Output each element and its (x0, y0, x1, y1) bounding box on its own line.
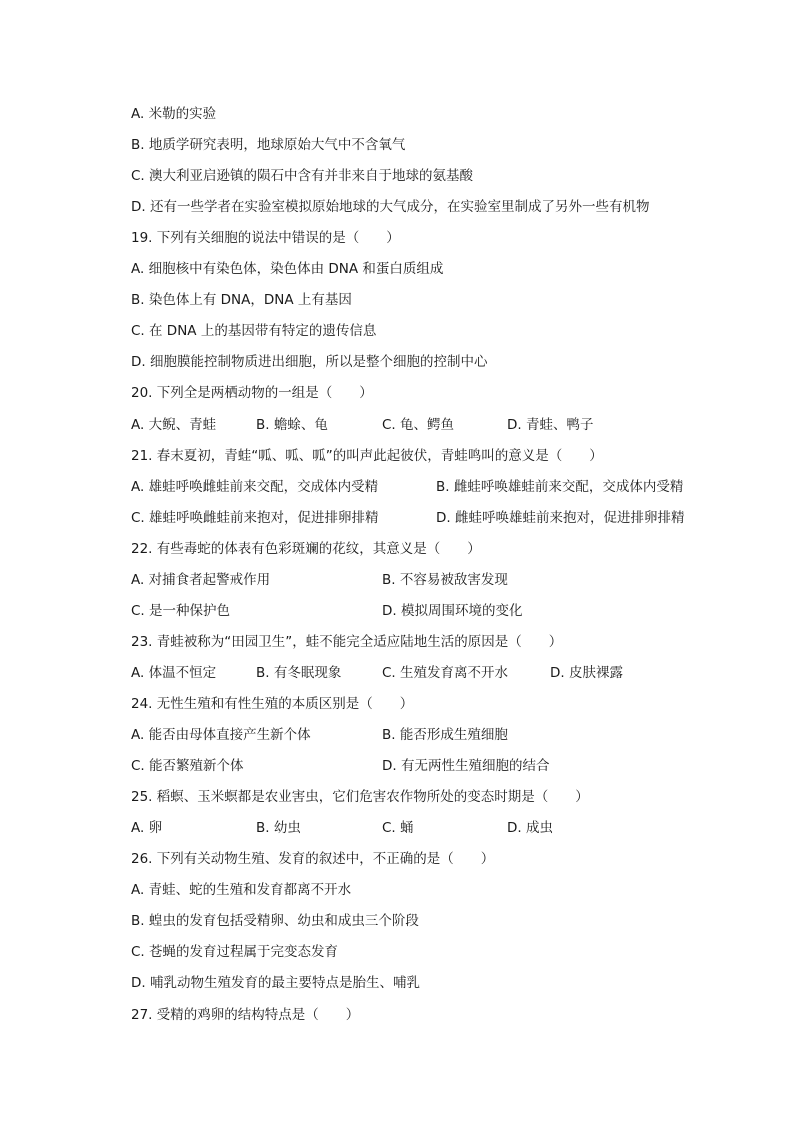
option-text: D. 成虫 (507, 820, 553, 837)
option-text: C. 蛹 (382, 820, 414, 837)
option-text: A. 细胞核中有染色体，染色体由 DNA 和蛋白质组成 (131, 261, 444, 278)
option-text: B. 能否形成生殖细胞 (382, 727, 508, 743)
option-text: D. 还有一些学者在实验室模拟原始地球的大气成分，在实验室里制成了另外一些有机物 (131, 199, 650, 216)
option-text: C. 苍蝇的发育过程属于完变态发育 (131, 944, 339, 961)
option-text: B. 不容易被敌害发现 (382, 571, 508, 588)
option-text: D. 青蛙、鸭子 (507, 416, 594, 433)
option-text: C. 生殖发育离不开水 (382, 664, 509, 681)
question-text: 26. 下列有关动物生殖、发育的叙述中，不正确的是（ ） (131, 851, 495, 868)
question-text: 25. 稻螟、玉米螟都是农业害虫，它们危害农作物所处的变态时期是（ ） (131, 789, 589, 806)
question-text: 20. 下列全是两栖动物的一组是（ ） (131, 385, 373, 402)
option-text: B. 蟾蜍、龟 (256, 416, 328, 433)
option-text: B. 蝗虫的发育包括受精卵、幼虫和成虫三个阶段 (131, 913, 419, 930)
question-text: 22. 有些毒蛇的体表有色彩斑斓的花纹，其意义是（ ） (131, 540, 481, 557)
option-text: C. 能否繁殖新个体 (131, 758, 244, 775)
option-text: B. 有冬眠现象 (256, 664, 342, 681)
question-text: 24. 无性生殖和有性生殖的本质区别是（ ） (131, 696, 414, 712)
option-text: B. 染色体上有 DNA，DNA 上有基因 (131, 292, 352, 309)
question-text: 23. 青蛙被称为“田园卫生”，蛙不能完全适应陆地生活的原因是（ ） (131, 633, 563, 650)
option-text: A. 能否由母体直接产生新个体 (131, 727, 311, 743)
option-text: B. 雌蛙呼唤雄蛙前来交配，交成体内受精 (436, 478, 684, 495)
option-text: A. 大鲵、青蛙 (131, 416, 217, 433)
question-text: 27. 受精的鸡卵的结构特点是（ ） (131, 1006, 360, 1023)
option-text: A. 雄蛙呼唤雌蛙前来交配，交成体内受精 (131, 478, 379, 495)
option-text: B. 地质学研究表明，地球原始大气中不含氧气 (131, 137, 406, 154)
option-text: A. 卵 (131, 820, 163, 837)
option-text: C. 在 DNA 上的基因带有特定的遗传信息 (131, 323, 377, 340)
option-text: D. 模拟周围环境的变化 (382, 602, 523, 619)
option-text: D. 有无两性生殖细胞的结合 (382, 758, 550, 775)
option-text: C. 龟、鳄鱼 (382, 416, 455, 433)
option-text: D. 皮肤裸露 (550, 664, 623, 681)
option-text: D. 细胞膜能控制物质进出细胞，所以是整个细胞的控制中心 (131, 354, 488, 371)
question-text: 21. 春末夏初，青蛙“呱、呱、呱”的叫声此起彼伏，青蛙鸣叫的意义是（ ） (131, 447, 603, 464)
option-text: D. 哺乳动物生殖发育的最主要特点是胎生、哺乳 (131, 975, 420, 992)
option-text: A. 对捕食者起警戒作用 (131, 571, 271, 588)
option-text: C. 澳大利亚启逊镇的陨石中含有并非来自于地球的氨基酸 (131, 168, 474, 185)
option-text: C. 雄蛙呼唤雌蛙前来抱对，促进排卵排精 (131, 509, 379, 526)
option-text: A. 青蛙、蛇的生殖和发育都离不开水 (131, 882, 352, 899)
option-text: A. 米勒的实验 (131, 106, 217, 122)
option-text: D. 雌蛙呼唤雄蛙前来抱对，促进排卵排精 (436, 509, 685, 526)
question-text: 19. 下列有关细胞的说法中错误的是（ ） (131, 230, 400, 247)
option-text: B. 幼虫 (256, 820, 301, 837)
option-text: A. 体温不恒定 (131, 664, 217, 681)
option-text: C. 是一种保护色 (131, 602, 231, 619)
